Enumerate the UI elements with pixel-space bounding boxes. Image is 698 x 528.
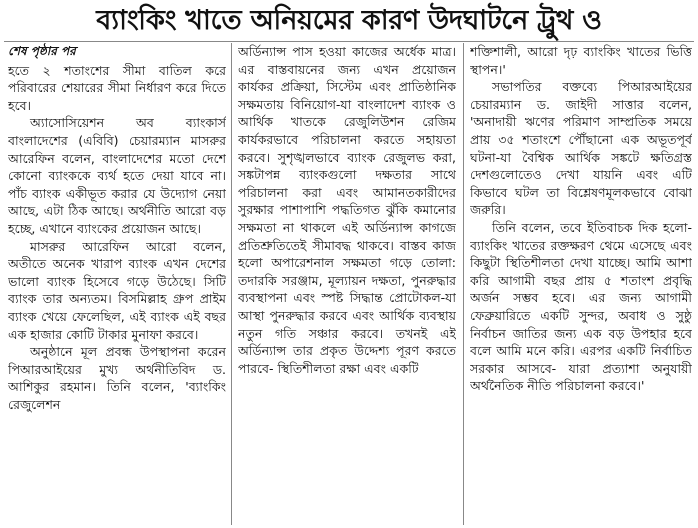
paragraph: সভাপতির বক্তব্যে পিআরআইয়ের চেয়ারম্যান ড. জাইদী সাত্তার বলেন, 'অনাদায়ী ঋণের পরিমাণ সাম্প্রতিক সময়ে প্রায় ৩৫ শতাংশে পৌঁছানো এক অভূতপূর্ব ঘটনা-যা বৈশ্বিক আর্থিক সঙ্কটে ক্ষতিগ্রস্ত দেশগুলোতেও দেখা যায়নি এবং এটি কিভাবে ঘটল তা বিশ্লেষণমূলকভাবে বোঝা জরুরি। bbox=[470, 79, 692, 218]
paragraph: তিনি বলেন, তবে ইতিবাচক দিক হলো-ব্যাংকিং খাতের রক্তক্ষরণ থেমে এসেছে এবং কিছুটা স্থিতিশীলতা দেখা যাচ্ছে। আমি আশা করি আগামী বছর প্রায় ৫ শতাংশ প্রবৃদ্ধি অর্জন সম্ভব হবে। এর জন্য আগামী ফেব্রুয়ারিতে একটি সুন্দর, অবাধ ও সুষ্ঠু নির্বাচন জাতির জন্য এক বড় উপহার হবে বলে আমি মনে করি। এরপর একটি নির্বাচিত সরকার আসবে- যারা প্রত্যাশা অনুযায়ী অর্থনৈতিক নীতি পরিচালনা করবে।' bbox=[470, 219, 692, 394]
paragraph: অর্ডিন্যান্স পাস হওয়া কাজের অর্ধেক মাত্র। এর বাস্তবায়নের জন্য এখন প্রয়োজন কার্যকর প্রক্রিয়া, সিস্টেম এবং প্রাতিষ্ঠানিক সক্ষমতায় বিনিয়োগ-যা বাংলাদেশ ব্যাংক ও আর্থিক খাতকে রেজুলিউশন রেজিম কার্যকরভাবে পরিচালনা করতে সহায়তা করবে। সুশৃঙ্খলভাবে ব্যাংক রেজুলভ করা, সঙ্কটাপন্ন ব্যাংকগুলো দক্ষতার সাথে পরিচালনা করা এবং আমানতকারীদের সুরক্ষার পাশাপাশি পদ্ধতিগত ঝুঁকি কমানোর সক্ষমতা না থাকলে এই অর্ডিন্যান্স কাগজে প্রতিশ্রুতিতেই সীমাবদ্ধ থাকবে। বাস্তব কাজ হলো অপারেশনাল সক্ষমতা গড়ে তোলা: তদারকি সরঞ্জাম, মূল্যায়ন দক্ষতা, পুনরুদ্ধার ব্যবস্থাপনা এবং স্পষ্ট সিদ্ধান্ত প্রোটোকল-যা আস্থা পুনরুদ্ধার করবে এবং আর্থিক ব্যবস্থায় নতুন গতি সঞ্চার করবে। তখনই এই অর্ডিন্যান্স তার প্রকৃত উদ্দেশ্য পূরণ করতে পারবে- স্থিতিশীলতা রক্ষা এবং একটি bbox=[238, 44, 456, 376]
continuation-kicker: শেষ পৃষ্ঠার পর bbox=[8, 44, 76, 58]
paragraph: অ্যাসোসিয়েশন অব ব্যাংকার্স বাংলাদেশের (এবিবি) চেয়ারম্যান মাসরুর আরেফিন বলেন, বাংলাদেশের মতো দেশে কোনো ব্যাংককে ব্যর্থ হতে দেয়া যাবে না। পাঁচ ব্যাংক একীভূত করার যে উদ্যোগ নেয়া আছে, এটা ঠিক আছে। অর্থনীতি আরো বড় হচ্ছে, এখানে ব্যাংকের প্রয়োজন আছে। bbox=[8, 115, 226, 236]
paragraph: মাসরুর আরেফিন আরো বলেন, অতীতে অনেক খারাপ ব্যাংক এখন দেশের ভালো ব্যাংক হিসেবে গড়ে উঠেছে। সিটি ব্যাংক তার অন্যতম। বিসমিল্লাহ গ্রুপ প্রাইম ব্যাংক খেয়ে ফেলেছিল, এই ব্যাংক এই বছর এক হাজার কোটি টাকার মুনাফা করবে। bbox=[8, 238, 226, 342]
paragraph: হতে ২ শতাংশের সীমা বাতিল করে পরিবারের শেয়ারের সীমা নির্ধারণ করে দিতে হবে। bbox=[8, 62, 226, 113]
article-column-1 bbox=[8, 43, 226, 523]
headline: ব্যাংকিং খাতে অনিয়মের কারণ উদঘাটনে ট্রুথ ও bbox=[96, 5, 602, 36]
article-column-3 bbox=[470, 43, 692, 523]
headline-divider bbox=[4, 41, 694, 42]
paragraph: শক্তিশালী, আরো দৃঢ় ব্যাংকিং খাতের ভিত্তি স্থাপন।' bbox=[470, 44, 692, 77]
paragraph: অনুষ্ঠানে মূল প্রবন্ধ উপস্থাপনা করেন পিআরআইয়ের মুখ্য অর্থনীতিবিদ ড. আশিকুর রহমান। তিনি বলেন, 'ব্যাংকিং রেজুলেশন bbox=[8, 344, 226, 412]
column-divider bbox=[463, 43, 464, 525]
column-divider bbox=[231, 43, 232, 525]
article-column-2 bbox=[238, 43, 456, 523]
